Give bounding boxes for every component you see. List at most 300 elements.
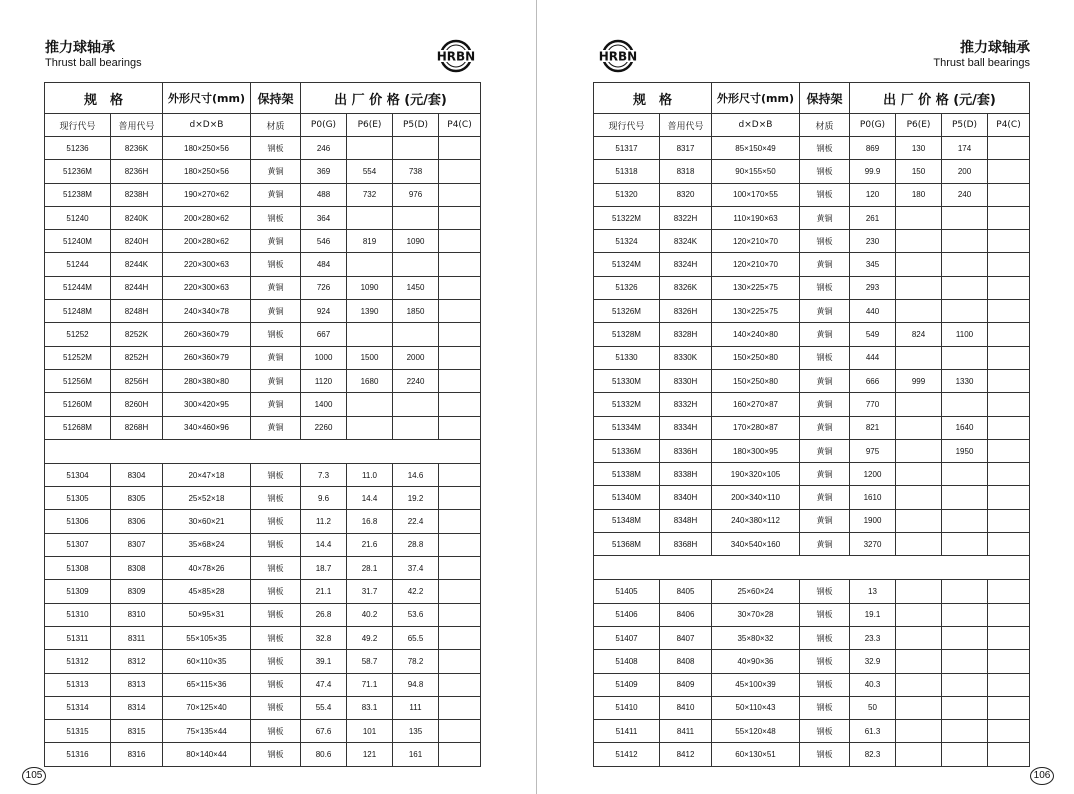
cell-price-p0: 120 — [850, 183, 896, 206]
cell-price-p6: 49.2 — [347, 626, 393, 649]
cell-material: 钢板 — [800, 137, 850, 160]
price-header: 出 厂 价 格 (元/套) — [850, 83, 1030, 114]
cell-price-p5: 1950 — [942, 439, 988, 462]
cell-dimensions: 55×105×35 — [163, 626, 251, 649]
subheader-row — [45, 114, 481, 137]
cell-dimensions: 45×85×28 — [163, 580, 251, 603]
cell-dimensions: 35×80×32 — [712, 626, 800, 649]
cell-price-p0: 1400 — [301, 393, 347, 416]
cell-common-code: 8326K — [660, 276, 712, 299]
spec-header: 规 格 — [594, 83, 712, 114]
cell-price-p6: 999 — [896, 369, 942, 392]
cell-price-p6: 11.0 — [347, 463, 393, 486]
hrbn-logo-icon — [594, 38, 642, 74]
cell-price-p6: 28.1 — [347, 557, 393, 580]
cell-dimensions: 190×270×62 — [163, 183, 251, 206]
cell-current-code: 51326 — [594, 276, 660, 299]
cell-price-p4 — [439, 137, 481, 160]
header-row — [594, 83, 1030, 114]
cell-dimensions: 120×210×70 — [712, 253, 800, 276]
cell-price-p4 — [439, 369, 481, 392]
col-p4: P4(C) — [988, 114, 1030, 137]
cell-dimensions: 140×240×80 — [712, 323, 800, 346]
cell-current-code: 51322M — [594, 206, 660, 229]
cell-price-p4 — [988, 650, 1030, 673]
cell-current-code: 51330 — [594, 346, 660, 369]
table-row — [594, 160, 1030, 183]
cell-price-p0: 549 — [850, 323, 896, 346]
cell-price-p5 — [942, 533, 988, 556]
cell-dimensions: 340×460×96 — [163, 416, 251, 439]
cell-common-code: 8307 — [111, 533, 163, 556]
cell-current-code: 51310 — [45, 603, 111, 626]
table-row — [45, 416, 481, 439]
col-current-code: 现行代号 — [594, 114, 660, 137]
cell-material: 黄铜 — [800, 463, 850, 486]
cell-price-p4 — [988, 206, 1030, 229]
cell-material: 黄铜 — [800, 509, 850, 532]
cell-common-code: 8410 — [660, 696, 712, 719]
table-row — [594, 300, 1030, 323]
cell-price-p5: 14.6 — [393, 463, 439, 486]
cell-price-p4 — [988, 533, 1030, 556]
col-common-code: 普用代号 — [660, 114, 712, 137]
cell-price-p5: 37.4 — [393, 557, 439, 580]
cell-price-p0: 21.1 — [301, 580, 347, 603]
table-row — [594, 626, 1030, 649]
cell-price-p5 — [942, 463, 988, 486]
cell-price-p6: 824 — [896, 323, 942, 346]
cell-price-p5 — [393, 393, 439, 416]
cell-dimensions: 60×110×35 — [163, 650, 251, 673]
cell-price-p5: 111 — [393, 696, 439, 719]
cell-dimensions: 60×130×51 — [712, 743, 800, 766]
header-row — [45, 83, 481, 114]
cell-price-p4 — [439, 533, 481, 556]
cell-current-code: 51336M — [594, 439, 660, 462]
cell-dimensions: 190×320×105 — [712, 463, 800, 486]
cell-price-p4 — [439, 463, 481, 486]
cell-common-code: 8236H — [111, 160, 163, 183]
cell-price-p6: 150 — [896, 160, 942, 183]
cell-material: 黄铜 — [800, 439, 850, 462]
cell-material: 黄铜 — [251, 416, 301, 439]
cell-common-code: 8304 — [111, 463, 163, 486]
cell-price-p0: 369 — [301, 160, 347, 183]
table-row — [45, 206, 481, 229]
page-number: 106 — [1030, 767, 1054, 785]
cell-price-p4 — [988, 230, 1030, 253]
cell-price-p0: 55.4 — [301, 696, 347, 719]
table-row — [45, 557, 481, 580]
cell-price-p6: 14.4 — [347, 487, 393, 510]
cell-price-p4 — [439, 720, 481, 743]
cell-price-p4 — [988, 509, 1030, 532]
cell-common-code: 8240K — [111, 206, 163, 229]
table-row — [45, 276, 481, 299]
cell-material: 钢板 — [251, 626, 301, 649]
cell-material: 钢板 — [800, 580, 850, 603]
cell-price-p6 — [347, 393, 393, 416]
table-row — [45, 346, 481, 369]
cell-price-p5: 976 — [393, 183, 439, 206]
cell-current-code: 51240M — [45, 230, 111, 253]
cell-price-p6 — [347, 323, 393, 346]
cell-current-code: 51408 — [594, 650, 660, 673]
cell-price-p4 — [988, 276, 1030, 299]
cell-price-p5: 22.4 — [393, 510, 439, 533]
cell-dimensions: 30×60×21 — [163, 510, 251, 533]
cell-price-p6 — [896, 650, 942, 673]
cell-price-p6: 40.2 — [347, 603, 393, 626]
cell-material: 钢板 — [800, 650, 850, 673]
cell-common-code: 8311 — [111, 626, 163, 649]
table-row — [45, 696, 481, 719]
cell-price-p0: 19.1 — [850, 603, 896, 626]
cell-current-code: 51324 — [594, 230, 660, 253]
table-row — [594, 486, 1030, 509]
cell-current-code: 51260M — [45, 393, 111, 416]
cell-current-code: 51244M — [45, 276, 111, 299]
cell-price-p6: 732 — [347, 183, 393, 206]
cell-price-p6 — [896, 603, 942, 626]
cell-dimensions: 240×340×78 — [163, 300, 251, 323]
cell-common-code: 8407 — [660, 626, 712, 649]
cell-price-p0: 293 — [850, 276, 896, 299]
cell-price-p5 — [942, 206, 988, 229]
cell-price-p0: 1900 — [850, 509, 896, 532]
cell-common-code: 8328H — [660, 323, 712, 346]
cell-price-p6 — [896, 206, 942, 229]
cell-price-p6 — [896, 276, 942, 299]
cell-price-p5: 2240 — [393, 369, 439, 392]
cell-price-p5: 42.2 — [393, 580, 439, 603]
cell-common-code: 8244H — [111, 276, 163, 299]
cell-price-p6: 180 — [896, 183, 942, 206]
cell-price-p0: 1000 — [301, 346, 347, 369]
cell-material: 钢板 — [800, 673, 850, 696]
cell-dimensions: 25×52×18 — [163, 487, 251, 510]
cell-price-p4 — [988, 743, 1030, 766]
cell-price-p0: 726 — [301, 276, 347, 299]
cell-common-code: 8324H — [660, 253, 712, 276]
cell-price-p6 — [347, 206, 393, 229]
cell-common-code: 8324K — [660, 230, 712, 253]
cell-price-p4 — [988, 160, 1030, 183]
cell-price-p6 — [896, 533, 942, 556]
cell-current-code: 51405 — [594, 580, 660, 603]
cell-material: 黄铜 — [800, 253, 850, 276]
cell-dimensions: 50×95×31 — [163, 603, 251, 626]
cell-price-p6: 1090 — [347, 276, 393, 299]
cell-current-code: 51236M — [45, 160, 111, 183]
hrbn-logo-icon — [432, 38, 480, 74]
cell-price-p5 — [942, 673, 988, 696]
page-title-en: Thrust ball bearings — [933, 57, 1030, 69]
cell-price-p5 — [393, 206, 439, 229]
cell-material: 钢板 — [251, 533, 301, 556]
cell-price-p4 — [439, 696, 481, 719]
col-p5: P5(D) — [942, 114, 988, 137]
cell-current-code: 51332M — [594, 393, 660, 416]
cell-price-p5 — [942, 603, 988, 626]
table-row — [45, 510, 481, 533]
cell-price-p6: 1390 — [347, 300, 393, 323]
cell-current-code: 51252M — [45, 346, 111, 369]
cell-price-p0: 82.3 — [850, 743, 896, 766]
cell-material: 钢板 — [251, 696, 301, 719]
cell-price-p5: 94.8 — [393, 673, 439, 696]
cell-current-code: 51411 — [594, 720, 660, 743]
cell-current-code: 51317 — [594, 137, 660, 160]
cell-price-p5 — [942, 696, 988, 719]
cell-price-p0: 666 — [850, 369, 896, 392]
cell-common-code: 8252K — [111, 323, 163, 346]
table-row — [594, 323, 1030, 346]
cell-price-p4 — [988, 323, 1030, 346]
cell-price-p4 — [988, 369, 1030, 392]
cell-price-p5 — [942, 346, 988, 369]
cell-price-p4 — [439, 673, 481, 696]
cell-price-p5: 200 — [942, 160, 988, 183]
cell-price-p5 — [942, 486, 988, 509]
cell-dimensions: 65×115×36 — [163, 673, 251, 696]
cell-material: 黄铜 — [800, 206, 850, 229]
cell-price-p6: 819 — [347, 230, 393, 253]
cell-material: 钢板 — [251, 137, 301, 160]
col-common-code: 普用代号 — [111, 114, 163, 137]
cell-current-code: 51311 — [45, 626, 111, 649]
cell-current-code: 51256M — [45, 369, 111, 392]
table-row — [45, 603, 481, 626]
cell-price-p0: 9.6 — [301, 487, 347, 510]
cell-dimensions: 110×190×63 — [712, 206, 800, 229]
cell-price-p4 — [439, 276, 481, 299]
cell-price-p6 — [347, 416, 393, 439]
cell-common-code: 8412 — [660, 743, 712, 766]
dims-header: 外形尺寸(mm) — [163, 83, 251, 114]
cell-dimensions: 130×225×75 — [712, 276, 800, 299]
cell-price-p4 — [988, 673, 1030, 696]
right-page — [538, 0, 1074, 794]
cell-current-code: 51252 — [45, 323, 111, 346]
cell-price-p6 — [896, 580, 942, 603]
cell-price-p4 — [439, 300, 481, 323]
cell-price-p0: 924 — [301, 300, 347, 323]
cell-dimensions: 90×155×50 — [712, 160, 800, 183]
cell-price-p5 — [942, 276, 988, 299]
cell-price-p5: 28.8 — [393, 533, 439, 556]
table-row — [594, 743, 1030, 766]
cell-common-code: 8317 — [660, 137, 712, 160]
cell-dimensions: 25×60×24 — [712, 580, 800, 603]
cell-price-p0: 1200 — [850, 463, 896, 486]
cell-price-p4 — [988, 463, 1030, 486]
cell-price-p5 — [942, 626, 988, 649]
cell-price-p4 — [988, 416, 1030, 439]
svg-text:HRBN: HRBN — [598, 49, 638, 64]
table-row — [594, 183, 1030, 206]
cell-dimensions: 35×68×24 — [163, 533, 251, 556]
cell-dimensions: 340×540×160 — [712, 533, 800, 556]
col-p0: P0(G) — [850, 114, 896, 137]
cell-material: 黄铜 — [251, 369, 301, 392]
cell-common-code: 8314 — [111, 696, 163, 719]
cell-common-code: 8338H — [660, 463, 712, 486]
cell-price-p0: 47.4 — [301, 673, 347, 696]
cell-price-p0: 23.3 — [850, 626, 896, 649]
cell-price-p4 — [439, 393, 481, 416]
cell-current-code: 51334M — [594, 416, 660, 439]
cell-material: 黄铜 — [800, 300, 850, 323]
cell-material: 钢板 — [800, 626, 850, 649]
cell-common-code: 8408 — [660, 650, 712, 673]
cell-common-code: 8244K — [111, 253, 163, 276]
cell-price-p6: 121 — [347, 743, 393, 766]
table-row — [594, 603, 1030, 626]
cell-material: 钢板 — [251, 323, 301, 346]
cell-common-code: 8322H — [660, 206, 712, 229]
cell-price-p6 — [896, 696, 942, 719]
cell-price-p5 — [942, 720, 988, 743]
cell-price-p5 — [942, 300, 988, 323]
cell-price-p5: 1330 — [942, 369, 988, 392]
cell-material: 钢板 — [251, 673, 301, 696]
cell-common-code: 8306 — [111, 510, 163, 533]
cell-price-p0: 1120 — [301, 369, 347, 392]
table-row — [594, 509, 1030, 532]
cell-price-p6: 130 — [896, 137, 942, 160]
cell-common-code: 8334H — [660, 416, 712, 439]
cage-header: 保持架 — [800, 83, 850, 114]
table-row — [594, 253, 1030, 276]
page-fold-divider — [536, 0, 537, 794]
price-header: 出 厂 价 格 (元/套) — [301, 83, 481, 114]
cell-price-p4 — [439, 557, 481, 580]
left-page — [0, 0, 536, 794]
cell-common-code: 8330K — [660, 346, 712, 369]
cell-price-p4 — [439, 626, 481, 649]
table-row — [594, 393, 1030, 416]
cell-price-p4 — [988, 696, 1030, 719]
cell-price-p0: 7.3 — [301, 463, 347, 486]
cell-current-code: 51305 — [45, 487, 111, 510]
cell-material: 钢板 — [800, 183, 850, 206]
cell-current-code: 51306 — [45, 510, 111, 533]
table-row — [594, 206, 1030, 229]
cell-common-code: 8238H — [111, 183, 163, 206]
cell-material: 黄铜 — [800, 533, 850, 556]
cell-price-p6 — [896, 463, 942, 486]
cell-common-code: 8305 — [111, 487, 163, 510]
cell-material: 钢板 — [800, 160, 850, 183]
cell-price-p5: 19.2 — [393, 487, 439, 510]
cell-current-code: 51326M — [594, 300, 660, 323]
cell-price-p5 — [942, 743, 988, 766]
table-row — [45, 533, 481, 556]
cell-price-p0: 67.6 — [301, 720, 347, 743]
cell-common-code: 8368H — [660, 533, 712, 556]
page-title-cn: 推力球轴承 — [45, 40, 115, 56]
cell-price-p4 — [439, 323, 481, 346]
cell-price-p0: 345 — [850, 253, 896, 276]
table-row — [594, 696, 1030, 719]
cell-price-p4 — [439, 487, 481, 510]
cell-material: 钢板 — [800, 743, 850, 766]
dims-header: 外形尺寸(mm) — [712, 83, 800, 114]
cell-price-p4 — [988, 486, 1030, 509]
cell-material: 钢板 — [251, 206, 301, 229]
cell-price-p5: 53.6 — [393, 603, 439, 626]
table-row — [45, 323, 481, 346]
table-row — [45, 230, 481, 253]
cell-price-p0: 444 — [850, 346, 896, 369]
cell-price-p5 — [942, 253, 988, 276]
spec-header: 规 格 — [45, 83, 163, 114]
series-separator-row — [45, 439, 481, 463]
cell-material: 钢板 — [251, 720, 301, 743]
cell-common-code: 8313 — [111, 673, 163, 696]
cell-price-p5 — [942, 393, 988, 416]
cell-dimensions: 55×120×48 — [712, 720, 800, 743]
cell-material: 钢板 — [251, 743, 301, 766]
cell-common-code: 8260H — [111, 393, 163, 416]
cell-price-p0: 364 — [301, 206, 347, 229]
cell-current-code: 51316 — [45, 743, 111, 766]
cell-price-p4 — [439, 743, 481, 766]
cell-price-p5: 78.2 — [393, 650, 439, 673]
col-p0: P0(G) — [301, 114, 347, 137]
cell-price-p6 — [896, 230, 942, 253]
cell-price-p6: 83.1 — [347, 696, 393, 719]
col-p6: P6(E) — [896, 114, 942, 137]
cell-current-code: 51409 — [594, 673, 660, 696]
cell-price-p6: 58.7 — [347, 650, 393, 673]
cell-material: 黄铜 — [251, 183, 301, 206]
cell-material: 钢板 — [251, 487, 301, 510]
table-row — [594, 673, 1030, 696]
cell-common-code: 8326H — [660, 300, 712, 323]
table-row — [594, 416, 1030, 439]
cell-material: 钢板 — [251, 580, 301, 603]
cell-price-p6 — [347, 253, 393, 276]
cell-price-p6 — [896, 253, 942, 276]
cell-price-p0: 26.8 — [301, 603, 347, 626]
cell-price-p6 — [347, 137, 393, 160]
cell-dimensions: 300×420×95 — [163, 393, 251, 416]
cell-current-code: 51324M — [594, 253, 660, 276]
cell-price-p4 — [439, 603, 481, 626]
cell-price-p4 — [988, 253, 1030, 276]
cell-dimensions: 200×280×62 — [163, 206, 251, 229]
cell-material: 黄铜 — [800, 416, 850, 439]
cell-material: 黄铜 — [251, 300, 301, 323]
cell-price-p4 — [988, 603, 1030, 626]
cell-dimensions: 220×300×63 — [163, 276, 251, 299]
table-row — [594, 369, 1030, 392]
cell-price-p0: 99.9 — [850, 160, 896, 183]
cell-price-p4 — [988, 137, 1030, 160]
cell-price-p0: 230 — [850, 230, 896, 253]
cell-dimensions: 150×250×80 — [712, 346, 800, 369]
cell-price-p5 — [393, 323, 439, 346]
table-row — [45, 300, 481, 323]
table-row — [594, 137, 1030, 160]
cell-price-p5: 1100 — [942, 323, 988, 346]
cell-price-p6 — [896, 346, 942, 369]
cell-price-p6: 71.1 — [347, 673, 393, 696]
cell-price-p6: 16.8 — [347, 510, 393, 533]
